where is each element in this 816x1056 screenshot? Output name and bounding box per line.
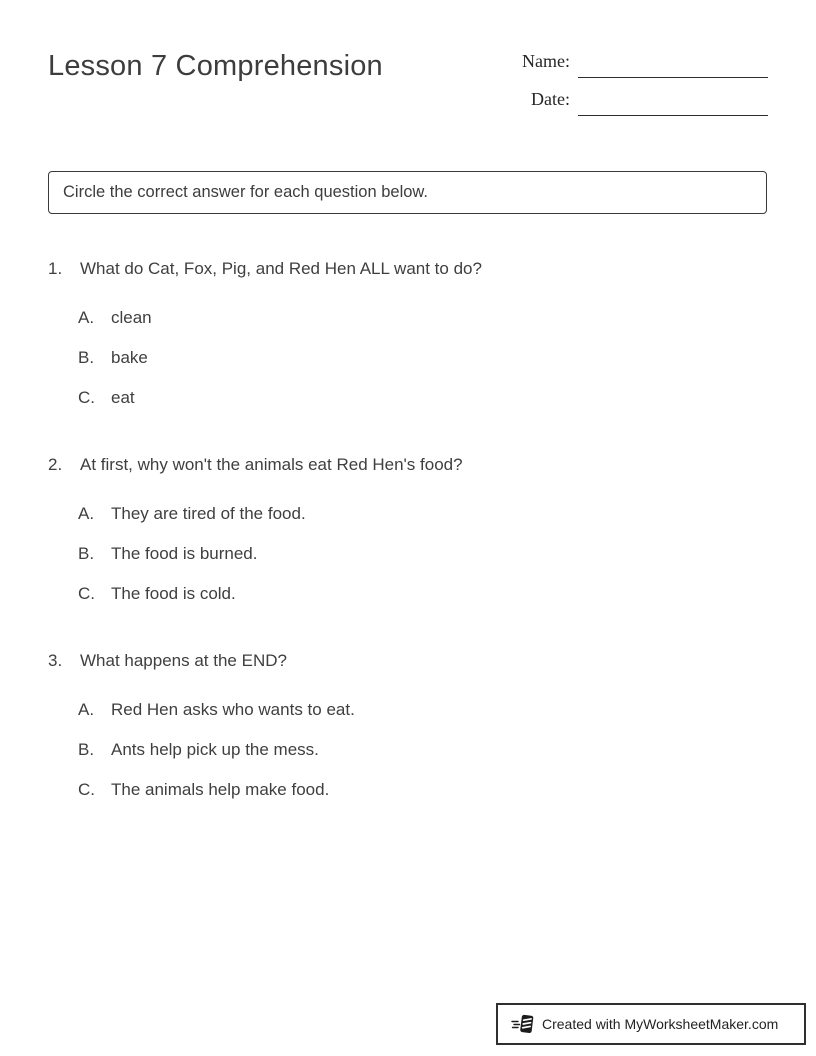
option-text: eat — [111, 388, 135, 407]
option-text: Red Hen asks who wants to eat. — [111, 700, 355, 719]
instruction-text: Circle the correct answer for each question below. — [63, 183, 429, 201]
name-date-block — [468, 40, 768, 116]
date-row — [468, 78, 768, 116]
option-letter: B. — [78, 544, 95, 563]
option-letter: B. — [78, 348, 95, 367]
option-letter: A. — [78, 308, 95, 327]
options-list — [48, 307, 768, 408]
option-text: clean — [111, 308, 152, 327]
option-row — [78, 503, 768, 524]
instruction-box — [48, 171, 767, 214]
option-letter: A. — [78, 700, 95, 719]
question-text-row — [48, 258, 768, 279]
question-2 — [48, 454, 768, 623]
option-text: Ants help pick up the mess. — [111, 740, 319, 759]
page-title: Lesson 7 Comprehension — [48, 50, 383, 82]
option-row — [78, 739, 768, 760]
options-list — [48, 699, 768, 800]
name-row — [468, 40, 768, 78]
worksheet-maker-logo-icon — [511, 1012, 535, 1036]
option-letter: A. — [78, 504, 95, 523]
name-label: Name: — [522, 51, 570, 71]
option-row — [78, 387, 768, 408]
footer-credit-text: Created with MyWorksheetMaker.com — [542, 1016, 779, 1032]
option-text: The animals help make food. — [111, 780, 330, 799]
question-text-row — [48, 454, 768, 475]
question-text-row — [48, 650, 768, 671]
option-row — [78, 699, 768, 720]
option-text: bake — [111, 348, 148, 367]
question-text: What happens at the END? — [80, 651, 287, 670]
option-letter: C. — [78, 388, 95, 407]
question-1 — [48, 258, 768, 427]
option-row — [78, 543, 768, 564]
options-list — [48, 503, 768, 604]
date-label: Date: — [531, 89, 570, 109]
option-row — [78, 583, 768, 604]
question-number: 1. — [48, 259, 63, 278]
question-3 — [48, 650, 768, 819]
option-row — [78, 307, 768, 328]
option-text: The food is burned. — [111, 544, 258, 563]
option-letter: B. — [78, 740, 95, 759]
question-number: 2. — [48, 455, 63, 474]
option-letter: C. — [78, 584, 95, 603]
option-text: They are tired of the food. — [111, 504, 306, 523]
option-text: The food is cold. — [111, 584, 236, 603]
date-fill-line — [578, 115, 768, 116]
question-text: What do Cat, Fox, Pig, and Red Hen ALL want to do? — [80, 259, 482, 278]
option-row — [78, 347, 768, 368]
footer-credit-badge — [496, 1003, 806, 1045]
question-text: At first, why won't the animals eat Red Hen's food? — [80, 455, 463, 474]
option-letter: C. — [78, 780, 95, 799]
question-number: 3. — [48, 651, 63, 670]
option-row — [78, 779, 768, 800]
